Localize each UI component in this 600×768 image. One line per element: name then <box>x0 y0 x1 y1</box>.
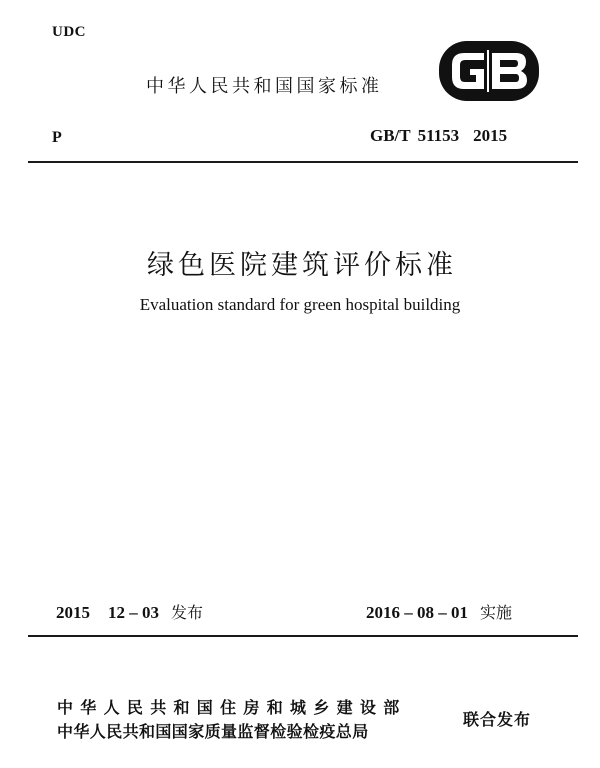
category-code: P <box>52 129 62 146</box>
issue-month-day: 12 – 03 <box>108 603 159 622</box>
title-english: Evaluation standard for green hospital building <box>139 295 461 314</box>
standard-code: GB/T 51153 <box>370 126 460 145</box>
standard-type: 中华人民共和国国家标准 <box>146 76 383 97</box>
udc-label: UDC <box>52 24 86 40</box>
issue-year: 2015 <box>56 603 90 622</box>
implementation-date <box>366 600 512 623</box>
issue-date <box>56 600 203 623</box>
issue-label: 发布 <box>171 603 204 622</box>
standard-year: 2015 <box>473 126 508 145</box>
issuer-aqsiq: 中华人民共和国国家质量监督检验检疫总局 <box>57 722 369 741</box>
gb-logo-icon <box>438 40 540 102</box>
header-divider <box>28 161 578 163</box>
implementation-date-value: 2016 – 08 – 01 <box>366 603 468 622</box>
standard-number <box>370 126 507 146</box>
issuer-ministry-housing: 中华人民共和国住房和城乡建设部 <box>57 698 407 717</box>
joint-issue-label: 联合发布 <box>463 710 532 729</box>
footer-divider <box>28 635 578 637</box>
title-chinese: 绿色医院建筑评价标准 <box>147 250 457 281</box>
implementation-label: 实施 <box>480 603 513 622</box>
